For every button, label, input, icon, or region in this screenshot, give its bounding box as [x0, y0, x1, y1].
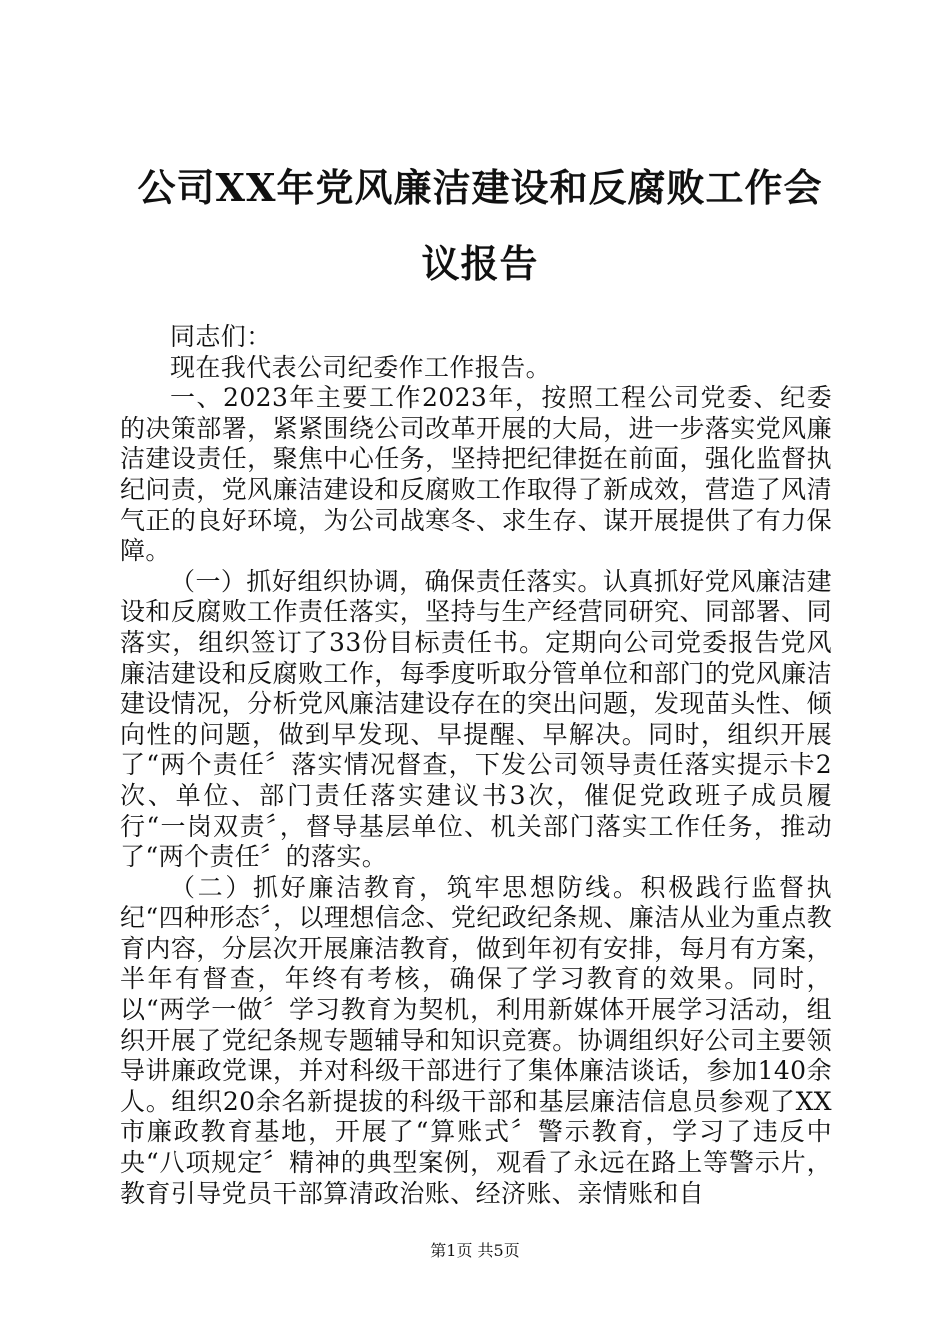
- document-title: 公司XX年党风廉洁建设和反腐败工作会议报告: [137, 165, 823, 286]
- paragraph-item-two: （二）抓好廉洁教育，筑牢思想防线。积极践行监督执纪“四种形态〞，以理想信念、党纪政纪条规、廉洁从业为重点教育内容，分层次开展廉洁教育，做到年初有安排，每月有方案，半年有督查，年终有考核，确保了学习教育的效果。同时，以“两学一做〞学习教育为契机，利用新媒体开展学习活动，组织开展了党纪条规专题辅导和知识竞赛。协调组织好公司主要领导讲廉政党课，并对科级干部进行了集体廉洁谈话，参加140余人。组织20余名新提拔的科级干部和基层廉洁信息员参观了XX市廉政教育基地，开展了“算账式〞警示教育，学习了违反中央“八项规定〞精神的典型案例，观看了永远在路上等警示片，教育引导党员干部算清政治账、经济账、亲情账和自: [120, 872, 832, 1208]
- paragraph-intro: 现在我代表公司纪委作工作报告。: [170, 352, 552, 382]
- document-body: [120, 322, 832, 1209]
- paragraph-section-one: 一、2023年主要工作2023年，按照工程公司党委、纪委的决策部署，紧紧围绕公司改革开展的大局，进一步落实党风廉洁建设责任，聚焦中心任务，坚持把纪律挺在前面，强化监督执纪问责，党风廉洁建设和反腐败工作取得了新成效，营造了风清气正的良好环境，为公司战寒冬、求生存、谋开展提供了有力保障。: [120, 383, 832, 566]
- paragraph-salutation: 同志们：: [170, 322, 272, 351]
- paragraph-item-one: （一）抓好组织协调，确保责任落实。认真抓好党风廉洁建设和反腐败工作责任落实，坚持与生产经营同研究、同部署、同落实，组织签订了33份目标责任书。定期向公司党委报告党风廉洁建设和反腐败工作，每季度听取分管单位和部门的党风廉洁建设情况，分析党风廉洁建设存在的突出问题，发现苗头性、倾向性的问题，做到早发现、早提醒、早解决。同时，组织开展了“两个责任〞落实情况督查，下发公司领导责任落实提示卡2次、单位、部门责任落实建议书3次，催促党政班子成员履行“一岗双责〞，督导基层单位、机关部门落实工作任务，推动了“两个责任〞的落实。: [120, 566, 832, 872]
- page-footer: 第1页 共5页: [430, 1241, 520, 1260]
